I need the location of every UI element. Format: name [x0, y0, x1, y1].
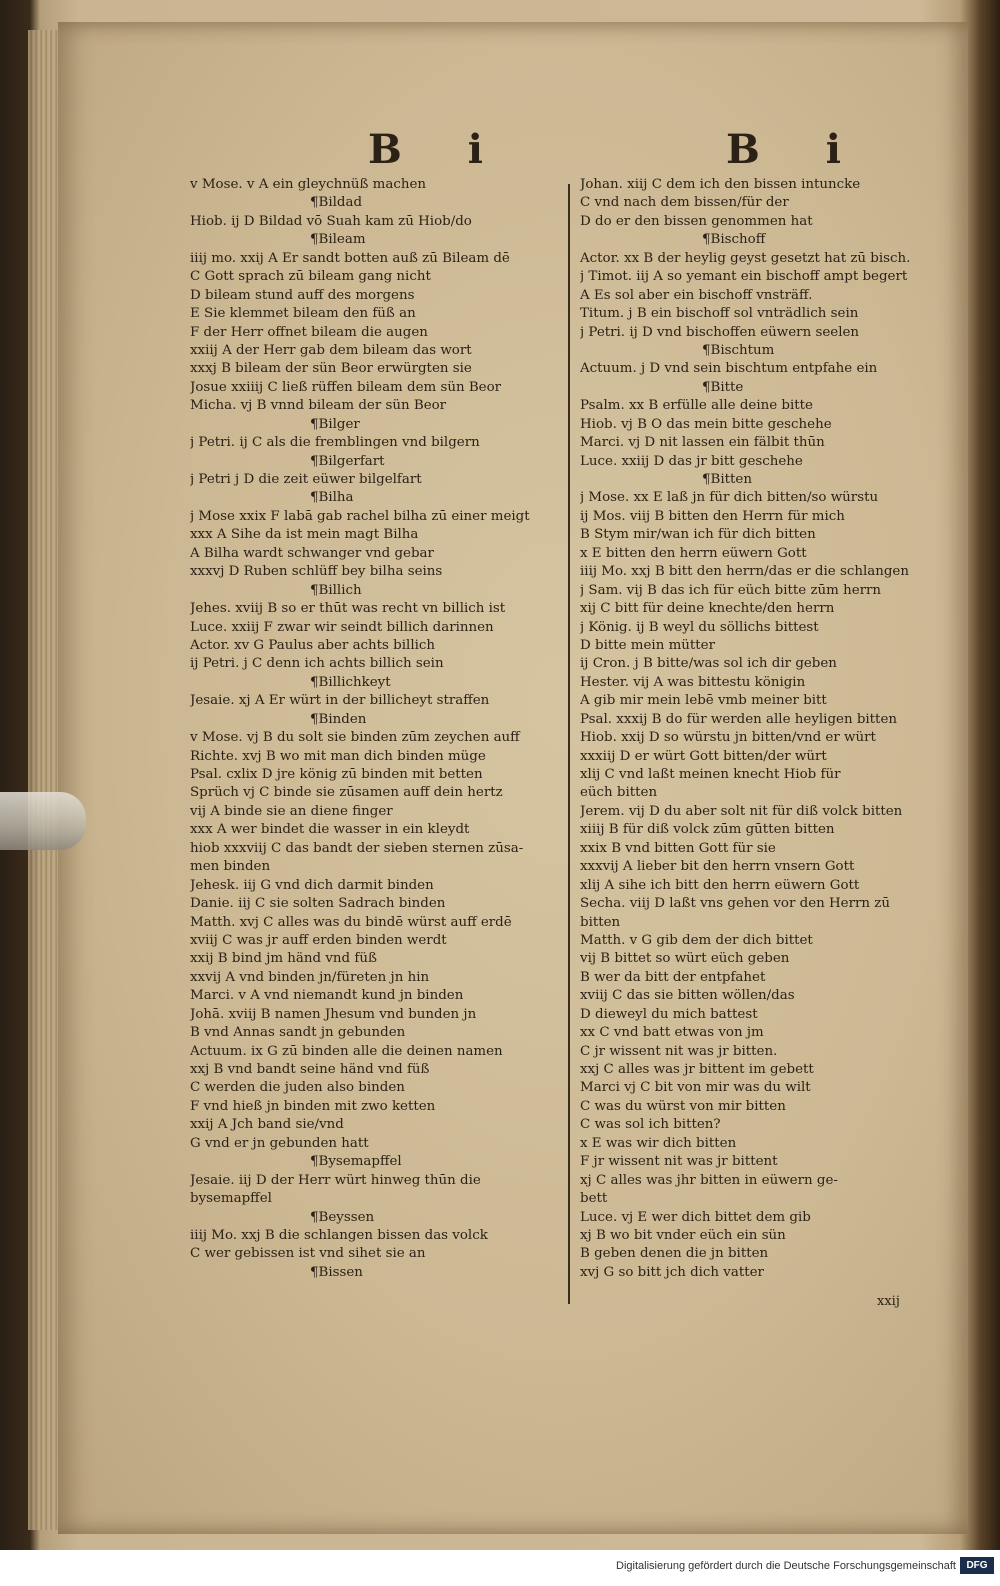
concordance-line: j Petri. ij C als die fremblingen vnd bilgern	[190, 435, 480, 451]
footer-credit: Digitalisierung gefördert durch die Deutsche Forschungsgemeinschaft	[616, 1560, 956, 1572]
concordance-line: C was du würst von mir bitten	[580, 1098, 786, 1114]
concordance-line: men binden	[190, 859, 271, 875]
entry-heading: ¶Binden	[310, 711, 367, 727]
entry-heading: ¶Bischoff	[702, 232, 766, 248]
concordance-line: xxij A Jch band sie/vnd	[190, 1117, 344, 1133]
concordance-line: Josue xxiiij C ließ rüffen bileam dem sün Beor	[190, 379, 502, 395]
concordance-line: xj B wo bit vnder eüch ein sün	[580, 1227, 786, 1243]
concordance-line: Psal. xxxij B do für werden alle heyligen bitten	[580, 711, 897, 727]
entry-heading: ¶Bildad	[310, 195, 363, 211]
running-head-left: B i	[368, 126, 509, 173]
concordance-line: Hiob. xxij D so würstu jn bitten/vnd er würt	[580, 730, 876, 746]
concordance-line: j Mose xxix F labā gab rachel bilha zū einer meigt	[190, 508, 530, 524]
column-rule	[568, 184, 570, 1304]
concordance-line: xxx A Sihe da ist mein magt Bilha	[190, 527, 419, 543]
entry-heading: ¶Bilha	[310, 490, 354, 506]
concordance-line: Luce. xxiij D das jr bitt geschehe	[580, 453, 803, 469]
concordance-line: C werden die juden also binden	[190, 1080, 405, 1096]
concordance-line: xxxvj D Ruben schlüff bey bilha seins	[190, 564, 443, 580]
concordance-line: Matth. v G gib dem der dich bittet	[580, 932, 813, 948]
entry-heading: ¶Bitte	[702, 379, 744, 395]
concordance-line: B Stym mir/wan ich für dich bitten	[580, 527, 816, 543]
concordance-line: xvj G so bitt jch dich vatter	[580, 1264, 764, 1280]
concordance-line: D bileam stund auff des morgens	[190, 287, 415, 303]
concordance-line: j König. ij B weyl du söllichs bittest	[580, 619, 819, 635]
entry-heading: ¶Billich	[310, 582, 362, 598]
concordance-line: ij Mos. viij B bitten den Herrn für mich	[580, 508, 845, 524]
concordance-line: xviij C das sie bitten wöllen/das	[580, 988, 795, 1004]
concordance-line: x E was wir dich bitten	[580, 1135, 737, 1151]
concordance-line: Actuum. j D vnd sein bischtum entpfahe ein	[580, 361, 878, 377]
concordance-line: xij C bitt für deine knechte/den herrn	[580, 601, 835, 617]
concordance-line: xlij A sihe ich bitt den herrn eüwern Gott	[580, 877, 860, 893]
dfg-logo: DFG	[960, 1557, 994, 1574]
concordance-line: D dieweyl du mich battest	[580, 1006, 758, 1022]
concordance-line: Jesaie. iij D der Herr würt hinweg thūn die	[190, 1172, 481, 1188]
concordance-line: B vnd Annas sandt jn gebunden	[190, 1025, 406, 1041]
concordance-line: Actuum. ix G zū binden alle die deinen namen	[190, 1043, 503, 1059]
concordance-line: Johan. xiij C dem ich den bissen intuncke	[580, 177, 861, 192]
concordance-line: bett	[580, 1191, 608, 1207]
concordance-line: C jr wissent nit was jr bitten.	[580, 1043, 778, 1059]
concordance-line: E Sie klemmet bileam den füß an	[190, 306, 416, 322]
concordance-line: iiij Mo. xxj B die schlangen bissen das volck	[190, 1227, 488, 1243]
entry-heading: ¶Billichkeyt	[310, 674, 391, 690]
concordance-line: C wer gebissen ist vnd sihet sie an	[190, 1246, 426, 1262]
concordance-line: j Petri. ij D vnd bischoffen eüwern seelen	[580, 324, 860, 340]
concordance-line: vij A binde sie an diene finger	[190, 803, 393, 819]
concordance-line: Hester. vij A was bittestu königin	[580, 674, 806, 690]
concordance-line: C vnd nach dem bissen/für der	[580, 195, 789, 211]
concordance-line: Richte. xvj B wo mit man dich binden müge	[190, 748, 486, 764]
concordance-line: j Timot. iij A so yemant ein bischoff ampt begert	[580, 269, 908, 285]
concordance-line: Marci vj C bit von mir was du wilt	[580, 1080, 811, 1096]
concordance-line: F der Herr offnet bileam die augen	[190, 324, 428, 340]
concordance-line: xxxj B bileam der sün Beor erwürgten sie	[190, 361, 472, 377]
concordance-line: j Petri j D die zeit eüwer bilgelfart	[190, 472, 422, 487]
concordance-line: xxj B vnd bandt seine händ vnd füß	[190, 1062, 430, 1077]
concordance-line: xxxiij D er würt Gott bitten/der würt	[580, 748, 827, 764]
concordance-line: eüch bitten	[580, 785, 658, 801]
concordance-line: Micha. vj B vnnd bileam der sün Beor	[190, 398, 447, 414]
concordance-line: bysemapffel	[190, 1191, 272, 1207]
concordance-line: Johā. xviij B namen Jhesum vnd bunden jn	[190, 1006, 477, 1022]
concordance-line: xlij C vnd laßt meinen knecht Hiob für	[580, 767, 841, 782]
concordance-line: Secha. viij D laßt vns gehen vor den Herrn zū	[580, 896, 890, 912]
concordance-line: iiij Mo. xxj B bitt den herrn/das er die schlangen	[580, 564, 909, 580]
concordance-line: B wer da bitt der entpfahet	[580, 969, 766, 985]
concordance-line: xx C vnd batt etwas von jm	[580, 1025, 764, 1041]
concordance-line: F jr wissent nit was jr bittent	[580, 1154, 778, 1170]
concordance-line: Actor. xx B der heylig geyst gesetzt hat zū bisch.	[580, 250, 911, 266]
entry-heading: ¶Beyssen	[310, 1209, 375, 1225]
concordance-line: j Mose. xx E laß jn für dich bitten/so würstu	[580, 490, 879, 506]
concordance-line: xj C alles was jhr bitten in eüwern ge-	[580, 1172, 838, 1188]
concordance-line: xxvij A vnd binden jn/füreten jn hin	[190, 969, 430, 985]
concordance-line: xxij B bind jm händ vnd füß	[190, 951, 377, 967]
concordance-column-left	[190, 176, 562, 1282]
concordance-line: Jesaie. xj A Er würt in der billicheyt straffen	[190, 693, 490, 709]
entry-heading: ¶Bissen	[310, 1264, 363, 1280]
concordance-line: Titum. j B ein bischoff sol vnträdlich sein	[580, 306, 859, 322]
concordance-line: A gib mir mein lebē vmb meiner bitt	[580, 693, 827, 709]
concordance-line: B geben denen die jn bitten	[580, 1246, 769, 1262]
concordance-line: Jerem. vij D du aber solt nit für diß volck bitten	[580, 803, 903, 819]
concordance-line: ij Cron. j B bitte/was sol ich dir geben	[580, 656, 837, 672]
concordance-line: Marci. vj D nit lassen ein fälbit thūn	[580, 435, 825, 451]
page-clip	[0, 792, 86, 850]
entry-heading: ¶Bilgerfart	[310, 453, 385, 469]
concordance-line: F vnd hieß jn binden mit zwo ketten	[190, 1098, 436, 1114]
concordance-line: Hiob. vj B O das mein bitte geschehe	[580, 416, 832, 432]
concordance-line: Marci. v A vnd niemandt kund jn binden	[190, 988, 464, 1004]
concordance-line: D bitte mein mütter	[580, 637, 715, 653]
concordance-line: G vnd er jn gebunden hatt	[190, 1135, 369, 1151]
entry-heading: ¶Bileam	[310, 232, 366, 248]
concordance-line: Hiob. ij D Bildad vō Suah kam zū Hiob/do	[190, 213, 472, 229]
concordance-line: Sprüch vj C binde sie zūsamen auff dein hertz	[190, 785, 503, 801]
concordance-line: xviij C was jr auff erden binden werdt	[190, 932, 447, 948]
concordance-line: j Sam. vij B das ich für eüch bitte zūm herrn	[580, 582, 882, 598]
concordance-line: Luce. vj E wer dich bittet dem gib	[580, 1209, 811, 1225]
running-head-right: B i	[726, 126, 867, 173]
concordance-line: bitten	[580, 914, 621, 930]
concordance-line: Luce. xxiij F zwar wir seindt billich darinnen	[190, 619, 494, 635]
concordance-line: Jehes. xviij B so er thūt was recht vn billich ist	[190, 601, 506, 617]
concordance-line: A Bilha wardt schwanger vnd gebar	[190, 545, 434, 561]
concordance-line: xxix B vnd bitten Gott für sie	[580, 840, 776, 856]
concordance-line: Danie. iij C sie solten Sadrach binden	[190, 896, 446, 912]
entry-heading: ¶Bischtum	[702, 342, 775, 358]
concordance-line: D do er den bissen genommen hat	[580, 213, 813, 229]
concordance-column-right	[580, 176, 956, 1282]
concordance-line: A Es sol aber ein bischoff vnsträff.	[580, 287, 813, 303]
entry-heading: ¶Bysemapffel	[310, 1154, 402, 1170]
concordance-line: Actor. xv G Paulus aber achts billich	[190, 637, 436, 653]
concordance-line: v Mose. v A ein gleychnüß machen	[190, 177, 427, 192]
concordance-line: Psalm. xx B erfülle alle deine bitte	[580, 398, 813, 414]
entry-heading: ¶Bilger	[310, 416, 360, 432]
concordance-line: x E bitten den herrn eüwern Gott	[580, 545, 807, 561]
catchword: xxij	[877, 1294, 900, 1309]
concordance-line: xxj C alles was jr bittent im gebett	[580, 1062, 814, 1077]
concordance-line: iiij mo. xxij A Er sandt botten auß zū Bileam dē	[190, 250, 510, 266]
concordance-line: xxxvij A lieber bit den herrn vnsern Gott	[580, 859, 855, 875]
concordance-line: xxx A wer bindet die wasser in ein kleydt	[190, 822, 470, 838]
concordance-line: Psal. cxlix D jre könig zū binden mit betten	[190, 767, 483, 782]
concordance-line: C Gott sprach zū bileam gang nicht	[190, 269, 431, 285]
entry-heading: ¶Bitten	[702, 472, 752, 487]
concordance-line: v Mose. vj B du solt sie binden zūm zeychen auff	[190, 730, 520, 746]
concordance-line: vij B bittet so würt eüch geben	[580, 951, 790, 967]
concordance-line: Jehesk. iij G vnd dich darmit binden	[190, 877, 434, 893]
concordance-line: ij Petri. j C denn ich achts billich sein	[190, 656, 444, 672]
concordance-line: Matth. xvj C alles was du bindē würst auff erdē	[190, 914, 512, 930]
concordance-line: xxiij A der Herr gab dem bileam das wort	[190, 342, 472, 358]
concordance-line: hiob xxxviij C das bandt der sieben sternen zūsa-	[190, 840, 524, 856]
concordance-line: xiiij B für diß volck zūm gūtten bitten	[580, 822, 835, 838]
concordance-line: C was sol ich bitten?	[580, 1117, 721, 1133]
